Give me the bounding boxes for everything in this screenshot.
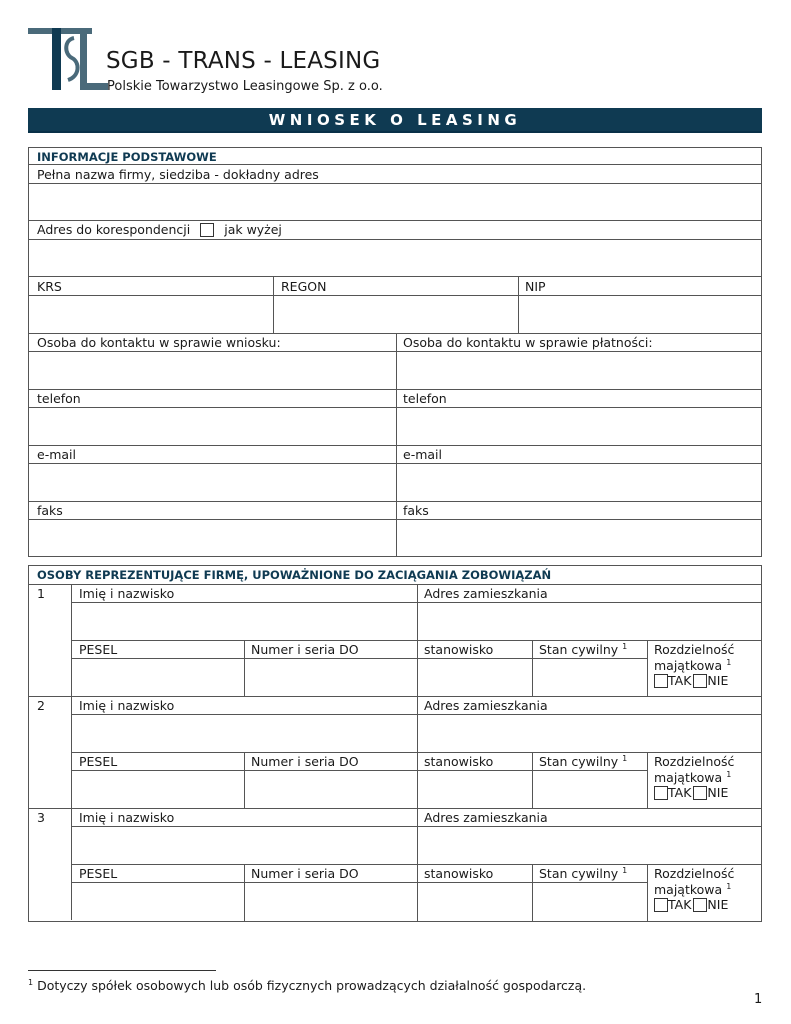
rep-name-field[interactable]	[72, 827, 416, 863]
rep-property-options	[654, 785, 728, 800]
email-label-2: e-mail	[403, 447, 442, 462]
email-field-2[interactable]	[397, 464, 761, 500]
same-as-above-checkbox[interactable]	[200, 223, 214, 237]
footnote-mark: 1	[28, 978, 34, 987]
rep-id-doc-label: Numer i seria DO	[251, 866, 359, 881]
contact-pay-label: Osoba do kontaktu w sprawie płatności:	[403, 335, 653, 350]
rep-property-label-2: majątkowa $^1$	[654, 770, 732, 786]
section-title-basic: INFORMACJE PODSTAWOWE	[37, 150, 217, 164]
rep-name-label: Imię i nazwisko	[79, 698, 175, 713]
krs-label: KRS	[37, 279, 62, 294]
rep-property-label-1: Rozdzielność	[654, 866, 735, 881]
footnote-rule	[28, 970, 216, 971]
phone-field-2[interactable]	[397, 408, 761, 444]
no-label: NIE	[707, 897, 729, 912]
yes-checkbox[interactable]	[654, 898, 668, 912]
yes-label: TAK	[668, 897, 692, 912]
nip-field[interactable]	[519, 296, 761, 332]
phone-label-2: telefon	[403, 391, 447, 406]
rep-property-options	[654, 673, 728, 688]
email-label-1: e-mail	[37, 447, 76, 462]
rep-address-field[interactable]	[418, 715, 761, 751]
rep-position-field[interactable]	[418, 883, 531, 920]
contact-app-field[interactable]	[29, 352, 395, 388]
rep-name-field[interactable]	[72, 715, 416, 751]
full-name-field[interactable]	[29, 184, 761, 220]
regon-label: REGON	[281, 279, 327, 294]
email-field-1[interactable]	[29, 464, 395, 500]
rep-address-label: Adres zamieszkania	[424, 810, 548, 825]
rep-id-doc-label: Numer i seria DO	[251, 642, 359, 657]
company-subtitle: Polskie Towarzystwo Leasingowe Sp. z o.o.	[107, 79, 383, 94]
contact-app-label: Osoba do kontaktu w sprawie wniosku:	[37, 335, 281, 350]
rep-pesel-field[interactable]	[72, 883, 243, 920]
rep-address-label: Adres zamieszkania	[424, 698, 548, 713]
yes-checkbox[interactable]	[654, 674, 668, 688]
yes-label: TAK	[668, 785, 692, 800]
rep-address-label: Adres zamieszkania	[424, 586, 548, 601]
phone-field-1[interactable]	[29, 408, 395, 444]
same-as-above-label: jak wyżej	[224, 222, 282, 237]
rep-id-doc-field[interactable]	[245, 659, 416, 696]
rep-pesel-label: PESEL	[79, 754, 118, 769]
rep-property-options	[654, 897, 728, 912]
fax-label-1: faks	[37, 503, 63, 518]
rep-name-label: Imię i nazwisko	[79, 586, 175, 601]
rep-civil-status-field[interactable]	[533, 659, 646, 696]
page-number: 1	[754, 992, 763, 1007]
rep-civil-status-field[interactable]	[533, 771, 646, 808]
rep-address-field[interactable]	[418, 827, 761, 863]
company-name: SGB - TRANS - LEASING	[106, 48, 381, 74]
rep-id-doc-label: Numer i seria DO	[251, 754, 359, 769]
company-logo	[28, 28, 108, 92]
rep-address-field[interactable]	[418, 603, 761, 639]
yes-checkbox[interactable]	[654, 786, 668, 800]
rep-position-label: stanowisko	[424, 642, 494, 657]
fax-field-2[interactable]	[397, 520, 761, 556]
fax-field-1[interactable]	[29, 520, 395, 556]
no-checkbox[interactable]	[693, 786, 707, 800]
footnote-text: Dotyczy spółek osobowych lub osób fizycznych prowadzących działalność gospodarczą.	[37, 978, 587, 994]
rep-number: 3	[37, 810, 45, 825]
full-name-label: Pełna nazwa firmy, siedziba - dokładny adres	[37, 167, 319, 182]
rep-pesel-field[interactable]	[72, 659, 243, 696]
fax-label-2: faks	[403, 503, 429, 518]
representatives-section	[28, 565, 762, 922]
rep-pesel-label: PESEL	[79, 866, 118, 881]
rep-property-label-2: majątkowa $^1$	[654, 882, 732, 898]
rep-property-label-1: Rozdzielność	[654, 754, 735, 769]
form-title: WNIOSEK O LEASING	[28, 108, 762, 133]
regon-field[interactable]	[274, 296, 518, 332]
krs-field[interactable]	[29, 296, 273, 332]
no-checkbox[interactable]	[693, 898, 707, 912]
basic-info-section	[28, 147, 762, 557]
rep-position-label: stanowisko	[424, 754, 494, 769]
section-title-reps: OSOBY REPREZENTUJĄCE FIRMĘ, UPOWAŻNIONE DO ZACIĄGANIA ZOBOWIĄZAŃ	[37, 568, 552, 582]
footnote	[28, 978, 586, 993]
rep-civil-status-label: Stan cywilny $^1$	[539, 642, 628, 658]
rep-position-field[interactable]	[418, 771, 531, 808]
rep-id-doc-field[interactable]	[245, 771, 416, 808]
no-checkbox[interactable]	[693, 674, 707, 688]
rep-number: 2	[37, 698, 45, 713]
corr-address-field[interactable]	[29, 240, 761, 276]
rep-civil-status-label: Stan cywilny $^1$	[539, 754, 628, 770]
yes-label: TAK	[668, 673, 692, 688]
rep-property-label-1: Rozdzielność	[654, 642, 735, 657]
rep-civil-status-field[interactable]	[533, 883, 646, 920]
rep-civil-status-label: Stan cywilny $^1$	[539, 866, 628, 882]
rep-name-label: Imię i nazwisko	[79, 810, 175, 825]
rep-position-field[interactable]	[418, 659, 531, 696]
rep-number: 1	[37, 586, 45, 601]
nip-label: NIP	[525, 279, 546, 294]
rep-position-label: stanowisko	[424, 866, 494, 881]
rep-pesel-field[interactable]	[72, 771, 243, 808]
corr-address-label	[37, 222, 282, 237]
rep-property-label-2: majątkowa $^1$	[654, 658, 732, 674]
no-label: NIE	[707, 673, 729, 688]
corr-address-text: Adres do korespondencji	[37, 222, 191, 237]
contact-pay-field[interactable]	[397, 352, 761, 388]
no-label: NIE	[707, 785, 729, 800]
rep-name-field[interactable]	[72, 603, 416, 639]
phone-label-1: telefon	[37, 391, 81, 406]
rep-id-doc-field[interactable]	[245, 883, 416, 920]
rep-pesel-label: PESEL	[79, 642, 118, 657]
